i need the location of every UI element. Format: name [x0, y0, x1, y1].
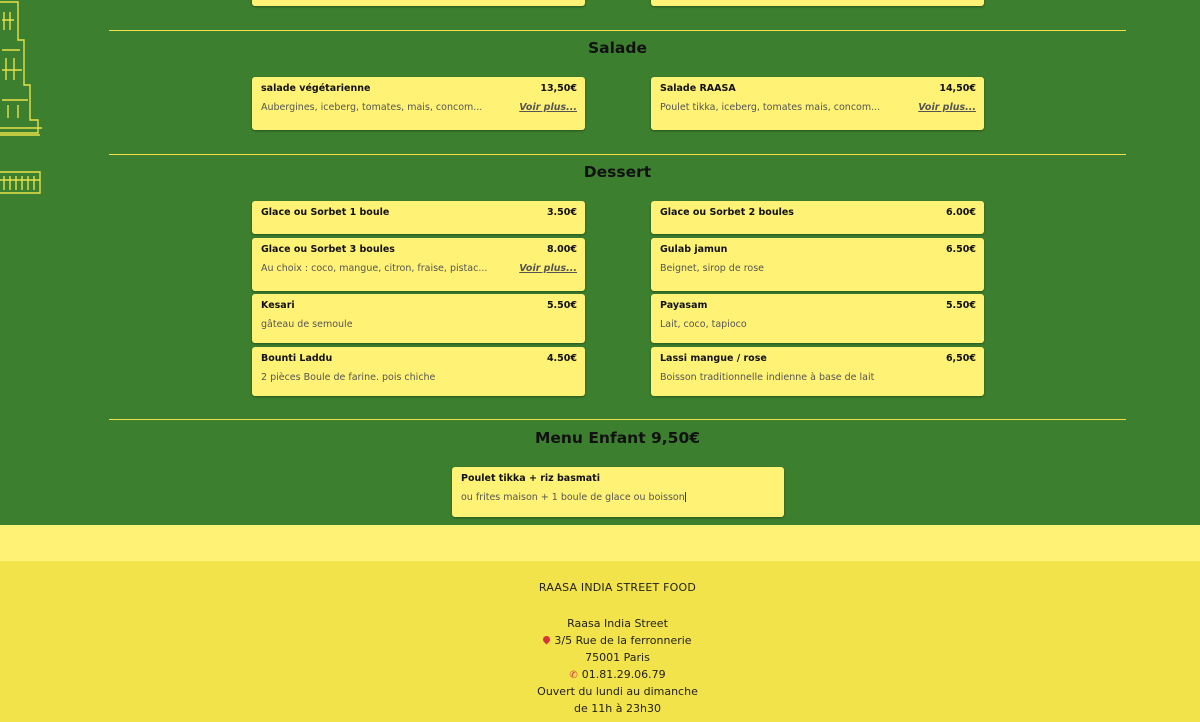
- item-price: 5.50€: [546, 300, 577, 311]
- item-description: 2 pièces Boule de farine. pois chiche: [261, 372, 436, 383]
- item-name: Payasam: [660, 300, 708, 311]
- footer-street: 3/5 Rue de la ferronnerie: [554, 634, 692, 647]
- section-divider: [109, 154, 1126, 155]
- menu-item-card[interactable]: [252, 201, 585, 234]
- item-name: Kesari: [261, 300, 295, 311]
- menu-item-card[interactable]: [651, 294, 984, 343]
- menu-item-card-partial[interactable]: [252, 0, 585, 6]
- menu-item-card[interactable]: [651, 238, 984, 291]
- section-divider: [109, 30, 1126, 31]
- item-price: 3.50€: [546, 207, 577, 218]
- item-price: 13,50€: [540, 83, 577, 94]
- menu-item-card[interactable]: [252, 77, 585, 130]
- item-name: Salade RAASA: [660, 83, 736, 94]
- footer-hours-1: Ouvert du lundi au dimanche: [537, 685, 698, 698]
- footer-city: 75001 Paris: [585, 651, 650, 664]
- footer-brand: RAASA INDIA STREET FOOD: [538, 581, 697, 594]
- see-more-link[interactable]: Voir plus...: [519, 102, 577, 113]
- menu-item-card[interactable]: [452, 467, 784, 517]
- item-price: 6,50€: [945, 353, 976, 364]
- item-price: 6.00€: [945, 207, 976, 218]
- item-description: Beignet, sirop de rose: [660, 263, 765, 274]
- section-divider: [109, 419, 1126, 420]
- footer: [0, 561, 1200, 722]
- location-pin-icon: [542, 635, 552, 645]
- menu-item-card[interactable]: [252, 238, 585, 291]
- see-more-link[interactable]: Voir plus...: [519, 263, 577, 274]
- item-price: 5.50€: [945, 300, 976, 311]
- item-name: Glace ou Sorbet 1 boule: [261, 207, 390, 218]
- text-cursor: [685, 492, 686, 502]
- item-description: Lait, coco, tapioco: [660, 319, 747, 330]
- item-description: Au choix : coco, mangue, citron, fraise, pistac...: [261, 263, 488, 274]
- item-name: Gulab jamun: [660, 244, 728, 255]
- item-name: Bounti Laddu: [261, 353, 333, 364]
- footer-band: [0, 525, 1200, 561]
- menu-item-card[interactable]: [651, 77, 984, 130]
- footer-phone[interactable]: 01.81.29.06.79: [581, 668, 666, 681]
- section-title-salade: Salade: [587, 39, 647, 57]
- item-name: Glace ou Sorbet 2 boules: [660, 207, 794, 218]
- item-price: 6.50€: [945, 244, 976, 255]
- item-description: gâteau de semoule: [261, 319, 353, 330]
- item-description: Boisson traditionnelle indienne à base de lait: [660, 372, 875, 383]
- section-title-dessert: Dessert: [583, 163, 652, 181]
- footer-hours-2: de 11h à 23h30: [574, 702, 661, 715]
- item-description: Poulet tikka, iceberg, tomates mais, concom...: [660, 102, 881, 113]
- menu-item-card[interactable]: [252, 294, 585, 343]
- item-description: ou frites maison + 1 boule de glace ou boisson: [461, 492, 685, 503]
- item-name: Glace ou Sorbet 3 boules: [261, 244, 395, 255]
- menu-item-card-partial[interactable]: [651, 0, 984, 6]
- item-name: salade végétarienne: [261, 83, 371, 94]
- item-price: 14,50€: [939, 83, 976, 94]
- see-more-link[interactable]: Voir plus...: [918, 102, 976, 113]
- phone-icon: ✆: [569, 670, 578, 681]
- item-description: Aubergines, iceberg, tomates, mais, concom...: [261, 102, 483, 113]
- item-price: 4.50€: [546, 353, 577, 364]
- item-name: Poulet tikka + riz basmati: [461, 473, 600, 484]
- item-price: 8.00€: [546, 244, 577, 255]
- item-name: Lassi mangue / rose: [660, 353, 767, 364]
- footer-restaurant-name: Raasa India Street: [567, 617, 668, 630]
- footer-address: [0, 634, 1200, 647]
- footer-phone-line[interactable]: [0, 668, 1200, 681]
- menu-item-card[interactable]: [651, 347, 984, 396]
- menu-item-card[interactable]: [252, 347, 585, 396]
- section-title-menu-enfant: Menu Enfant 9,50€: [534, 429, 701, 447]
- menu-item-card[interactable]: [651, 201, 984, 234]
